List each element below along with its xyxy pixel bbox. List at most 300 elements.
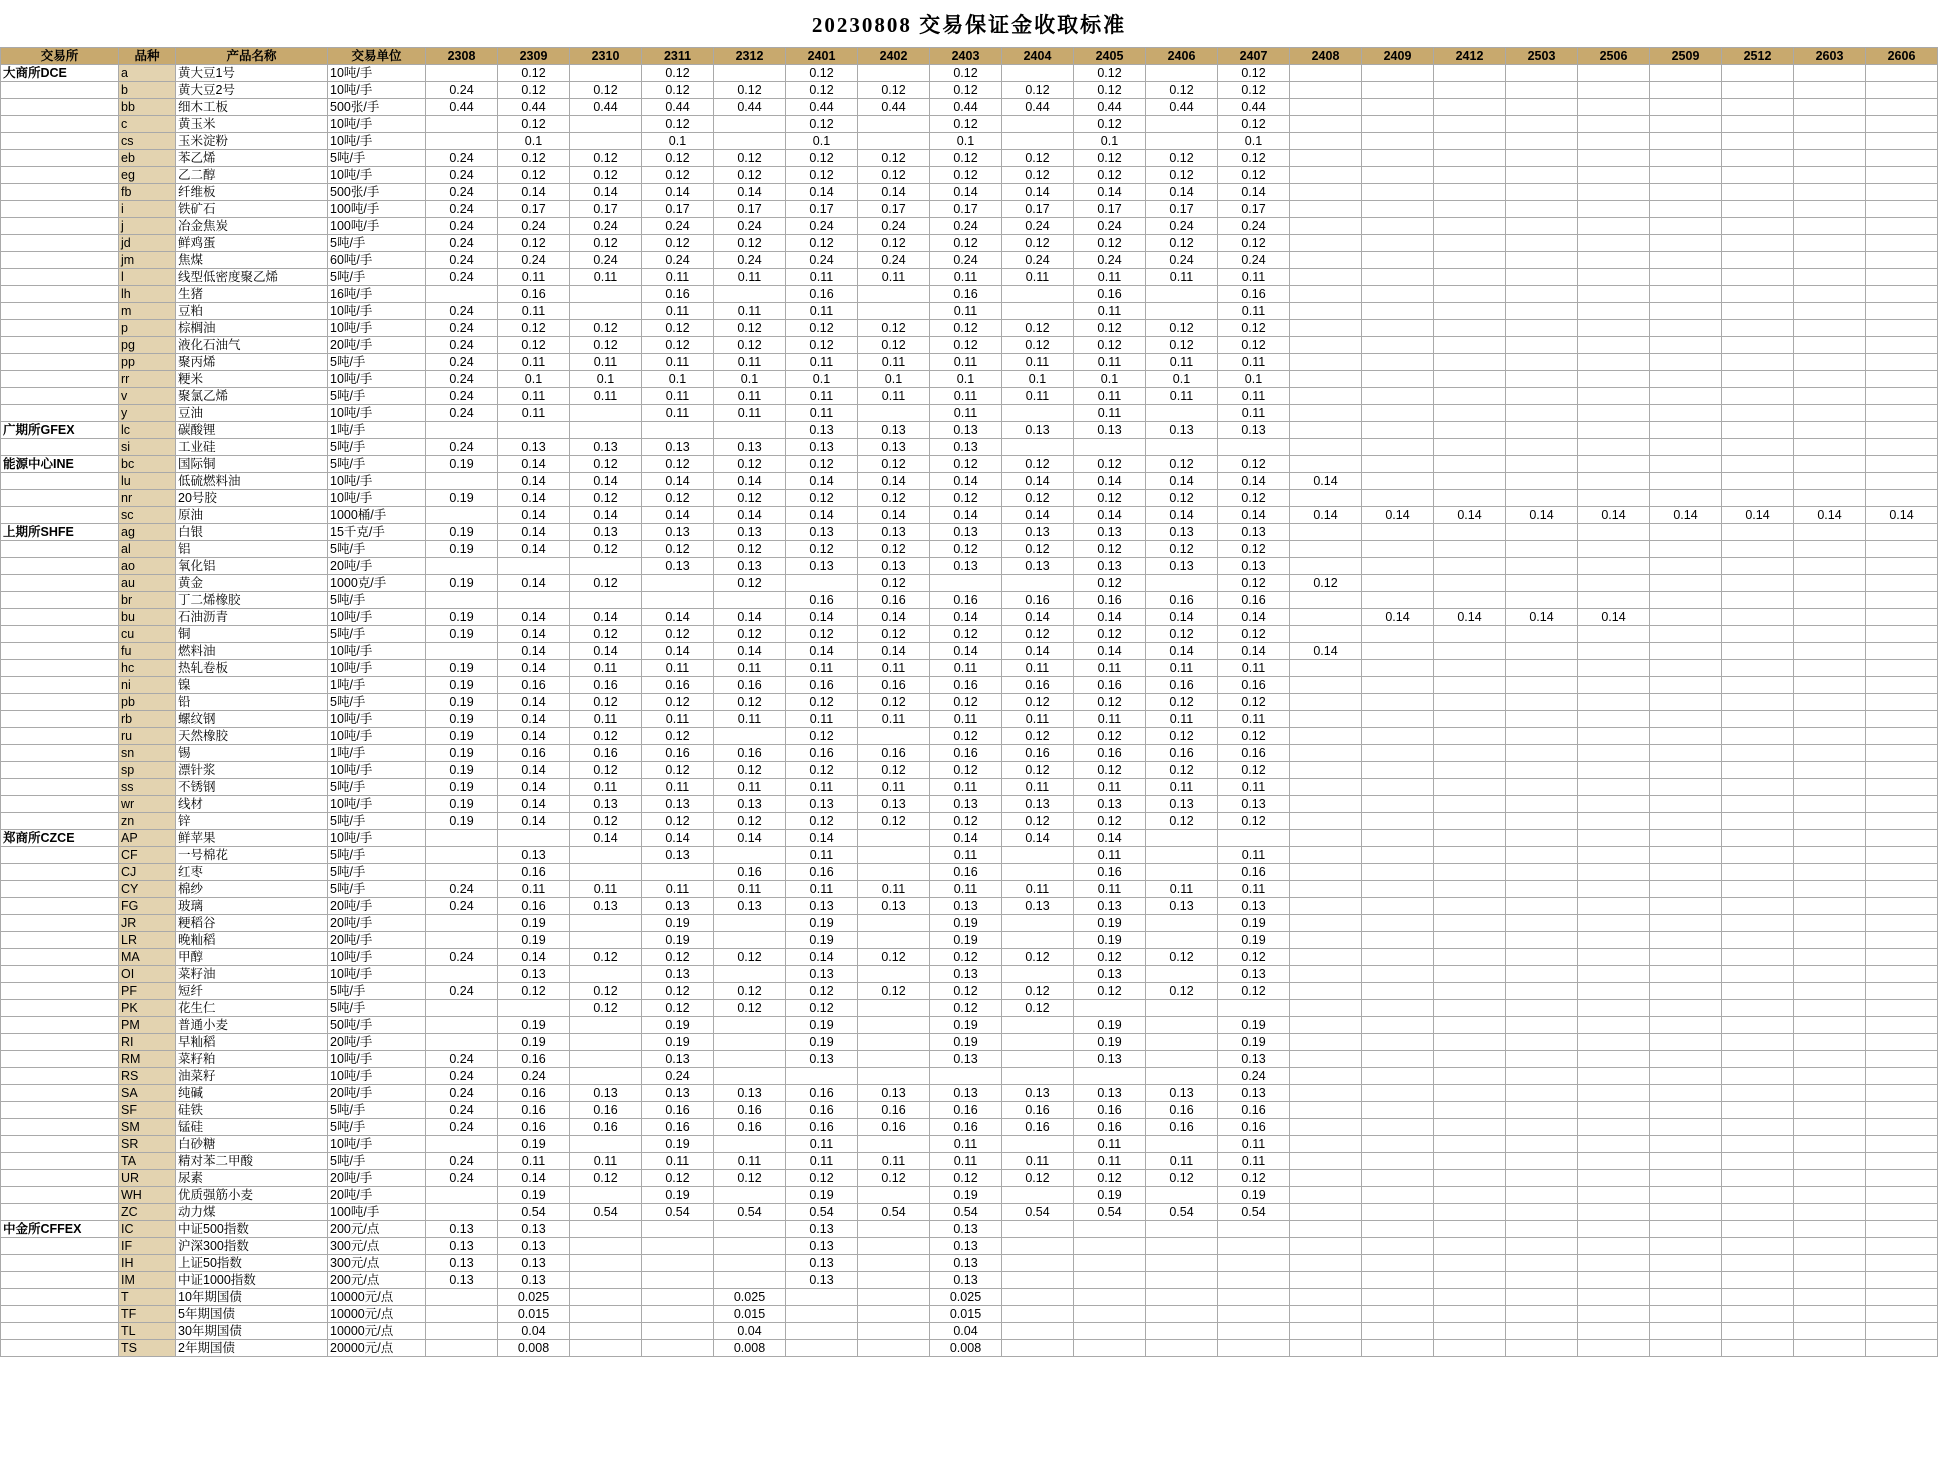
cell-margin-2509: [1650, 881, 1722, 898]
cell-margin-2409: [1362, 1221, 1434, 1238]
cell-margin-2407: 0.24: [1218, 218, 1290, 235]
cell-margin-2311: [642, 1272, 714, 1289]
cell-margin-2512: [1722, 439, 1794, 456]
cell-product-name: 粳米: [176, 371, 328, 388]
cell-margin-2506: [1578, 1323, 1650, 1340]
cell-margin-2405: 0.12: [1074, 949, 1146, 966]
cell-margin-2512: [1722, 728, 1794, 745]
cell-margin-2406: [1146, 1238, 1218, 1255]
cell-margin-2308: 0.19: [426, 779, 498, 796]
cell-margin-2312: [714, 1238, 786, 1255]
cell-margin-2309: 0.14: [498, 728, 570, 745]
cell-margin-2506: [1578, 779, 1650, 796]
cell-trading-unit: 10吨/手: [328, 490, 426, 507]
cell-margin-2402: 0.12: [858, 541, 930, 558]
cell-code: RS: [119, 1068, 176, 1085]
cell-margin-2509: [1650, 864, 1722, 881]
column-header-2603: 2603: [1794, 48, 1866, 65]
cell-exchange: [1, 1255, 119, 1272]
cell-trading-unit: 10吨/手: [328, 167, 426, 184]
cell-margin-2407: 0.11: [1218, 847, 1290, 864]
cell-margin-2503: [1506, 65, 1578, 82]
cell-margin-2403: 0.11: [930, 711, 1002, 728]
cell-margin-2403: 0.19: [930, 915, 1002, 932]
cell-margin-2606: [1866, 677, 1938, 694]
cell-margin-2308: 0.24: [426, 337, 498, 354]
cell-margin-2406: [1146, 1323, 1218, 1340]
cell-margin-2312: 0.12: [714, 949, 786, 966]
cell-margin-2401: 0.11: [786, 881, 858, 898]
cell-margin-2404: [1002, 847, 1074, 864]
table-row: [1, 694, 1938, 711]
cell-margin-2401: 0.19: [786, 1034, 858, 1051]
cell-margin-2312: [714, 1187, 786, 1204]
cell-margin-2412: [1434, 303, 1506, 320]
cell-margin-2509: [1650, 1323, 1722, 1340]
cell-margin-2402: [858, 1068, 930, 1085]
cell-margin-2312: 0.14: [714, 507, 786, 524]
cell-margin-2512: [1722, 1034, 1794, 1051]
cell-margin-2503: [1506, 660, 1578, 677]
cell-margin-2503: [1506, 830, 1578, 847]
cell-margin-2606: 0.14: [1866, 507, 1938, 524]
cell-margin-2309: 0.025: [498, 1289, 570, 1306]
table-row: [1, 82, 1938, 99]
cell-margin-2409: [1362, 201, 1434, 218]
cell-margin-2409: [1362, 1068, 1434, 1085]
cell-exchange: [1, 1034, 119, 1051]
cell-margin-2506: [1578, 1051, 1650, 1068]
cell-margin-2310: 0.12: [570, 762, 642, 779]
table-row: [1, 1017, 1938, 1034]
cell-margin-2406: [1146, 439, 1218, 456]
cell-margin-2405: 0.12: [1074, 983, 1146, 1000]
cell-margin-2404: [1002, 1340, 1074, 1357]
cell-margin-2506: [1578, 167, 1650, 184]
cell-margin-2506: [1578, 847, 1650, 864]
cell-margin-2312: [714, 932, 786, 949]
cell-margin-2503: [1506, 949, 1578, 966]
cell-margin-2312: 0.44: [714, 99, 786, 116]
cell-margin-2408: [1290, 1255, 1362, 1272]
cell-margin-2512: [1722, 1085, 1794, 1102]
cell-margin-2402: [858, 932, 930, 949]
cell-margin-2401: 0.12: [786, 490, 858, 507]
cell-margin-2409: [1362, 422, 1434, 439]
cell-margin-2412: [1434, 167, 1506, 184]
cell-margin-2406: 0.11: [1146, 881, 1218, 898]
cell-margin-2406: 0.12: [1146, 150, 1218, 167]
cell-code: lc: [119, 422, 176, 439]
table-row: [1, 728, 1938, 745]
cell-margin-2408: [1290, 779, 1362, 796]
column-header-2404: 2404: [1002, 48, 1074, 65]
cell-product-name: 黄金: [176, 575, 328, 592]
cell-margin-2311: 0.12: [642, 490, 714, 507]
cell-margin-2312: 0.11: [714, 711, 786, 728]
cell-margin-2403: 0.12: [930, 1000, 1002, 1017]
cell-margin-2409: [1362, 184, 1434, 201]
cell-exchange: [1, 252, 119, 269]
cell-margin-2405: 0.13: [1074, 898, 1146, 915]
cell-margin-2308: 0.24: [426, 1119, 498, 1136]
cell-margin-2408: [1290, 252, 1362, 269]
cell-margin-2406: [1146, 1187, 1218, 1204]
table-row: [1, 643, 1938, 660]
cell-margin-2403: 0.16: [930, 677, 1002, 694]
cell-product-name: 一号棉花: [176, 847, 328, 864]
cell-margin-2402: 0.17: [858, 201, 930, 218]
cell-margin-2509: [1650, 932, 1722, 949]
cell-margin-2412: [1434, 269, 1506, 286]
cell-margin-2402: 0.12: [858, 235, 930, 252]
cell-margin-2308: [426, 1187, 498, 1204]
cell-margin-2606: [1866, 1238, 1938, 1255]
cell-margin-2404: [1002, 1289, 1074, 1306]
cell-margin-2310: 0.11: [570, 779, 642, 796]
cell-product-name: 晚籼稻: [176, 932, 328, 949]
cell-margin-2402: 0.12: [858, 575, 930, 592]
cell-code: y: [119, 405, 176, 422]
cell-margin-2409: [1362, 1119, 1434, 1136]
cell-margin-2308: 0.24: [426, 269, 498, 286]
cell-margin-2408: [1290, 762, 1362, 779]
cell-exchange: [1, 1017, 119, 1034]
cell-trading-unit: 5吨/手: [328, 626, 426, 643]
cell-margin-2312: 0.16: [714, 864, 786, 881]
cell-margin-2412: [1434, 133, 1506, 150]
cell-margin-2312: 0.17: [714, 201, 786, 218]
cell-margin-2308: 0.13: [426, 1238, 498, 1255]
cell-code: l: [119, 269, 176, 286]
cell-exchange: [1, 354, 119, 371]
cell-margin-2408: [1290, 1119, 1362, 1136]
cell-margin-2309: 0.11: [498, 388, 570, 405]
cell-product-name: 短纤: [176, 983, 328, 1000]
cell-margin-2408: 0.14: [1290, 473, 1362, 490]
cell-margin-2401: 0.12: [786, 762, 858, 779]
cell-margin-2512: [1722, 269, 1794, 286]
cell-margin-2408: [1290, 422, 1362, 439]
cell-margin-2512: [1722, 643, 1794, 660]
cell-margin-2503: [1506, 1204, 1578, 1221]
cell-margin-2506: [1578, 1204, 1650, 1221]
cell-margin-2309: 0.14: [498, 184, 570, 201]
cell-margin-2503: [1506, 422, 1578, 439]
cell-margin-2408: [1290, 371, 1362, 388]
cell-margin-2310: [570, 65, 642, 82]
cell-margin-2310: 0.12: [570, 235, 642, 252]
cell-margin-2412: [1434, 1085, 1506, 1102]
cell-margin-2606: [1866, 813, 1938, 830]
cell-margin-2405: 0.11: [1074, 354, 1146, 371]
cell-margin-2308: 0.19: [426, 694, 498, 711]
cell-margin-2404: 0.16: [1002, 1119, 1074, 1136]
cell-margin-2405: [1074, 1272, 1146, 1289]
cell-margin-2309: 0.015: [498, 1306, 570, 1323]
cell-margin-2310: 0.12: [570, 167, 642, 184]
cell-margin-2311: 0.11: [642, 269, 714, 286]
cell-margin-2407: 0.13: [1218, 966, 1290, 983]
cell-margin-2405: 0.11: [1074, 388, 1146, 405]
cell-margin-2503: [1506, 575, 1578, 592]
cell-margin-2406: 0.17: [1146, 201, 1218, 218]
cell-margin-2402: 0.16: [858, 1102, 930, 1119]
column-header-2512: 2512: [1722, 48, 1794, 65]
cell-exchange: [1, 847, 119, 864]
cell-margin-2309: 0.12: [498, 150, 570, 167]
cell-margin-2403: 0.19: [930, 932, 1002, 949]
cell-margin-2309: 0.14: [498, 507, 570, 524]
cell-exchange: 中金所CFFEX: [1, 1221, 119, 1238]
cell-margin-2405: 0.12: [1074, 456, 1146, 473]
cell-margin-2401: 0.13: [786, 558, 858, 575]
cell-margin-2312: 0.12: [714, 82, 786, 99]
cell-margin-2309: 0.19: [498, 932, 570, 949]
cell-margin-2512: [1722, 252, 1794, 269]
cell-margin-2512: [1722, 694, 1794, 711]
cell-code: OI: [119, 966, 176, 983]
cell-margin-2509: [1650, 1102, 1722, 1119]
cell-margin-2408: [1290, 337, 1362, 354]
cell-margin-2409: [1362, 1238, 1434, 1255]
cell-margin-2606: [1866, 354, 1938, 371]
cell-margin-2606: [1866, 524, 1938, 541]
cell-margin-2408: [1290, 1306, 1362, 1323]
cell-margin-2506: [1578, 150, 1650, 167]
cell-margin-2503: [1506, 167, 1578, 184]
table-row: [1, 405, 1938, 422]
cell-margin-2403: 0.13: [930, 1238, 1002, 1255]
cell-product-name: 锌: [176, 813, 328, 830]
cell-margin-2506: [1578, 711, 1650, 728]
cell-margin-2403: 0.19: [930, 1187, 1002, 1204]
table-row: [1, 983, 1938, 1000]
table-body: [1, 65, 1938, 1357]
cell-margin-2406: [1146, 133, 1218, 150]
cell-margin-2402: [858, 1000, 930, 1017]
cell-product-name: 白银: [176, 524, 328, 541]
cell-margin-2311: 0.12: [642, 813, 714, 830]
cell-margin-2401: 0.11: [786, 1136, 858, 1153]
cell-margin-2503: [1506, 881, 1578, 898]
cell-code: sn: [119, 745, 176, 762]
cell-margin-2412: [1434, 1017, 1506, 1034]
cell-margin-2408: 0.14: [1290, 507, 1362, 524]
cell-margin-2606: [1866, 150, 1938, 167]
cell-margin-2312: [714, 133, 786, 150]
cell-margin-2603: [1794, 1170, 1866, 1187]
cell-margin-2407: 0.17: [1218, 201, 1290, 218]
cell-margin-2408: [1290, 847, 1362, 864]
cell-margin-2503: [1506, 82, 1578, 99]
cell-code: MA: [119, 949, 176, 966]
cell-margin-2512: [1722, 864, 1794, 881]
cell-margin-2311: 0.12: [642, 949, 714, 966]
cell-margin-2412: [1434, 1289, 1506, 1306]
cell-margin-2606: [1866, 745, 1938, 762]
cell-margin-2308: [426, 116, 498, 133]
cell-margin-2509: [1650, 609, 1722, 626]
cell-margin-2401: 0.16: [786, 677, 858, 694]
cell-margin-2401: [786, 575, 858, 592]
cell-margin-2404: 0.12: [1002, 456, 1074, 473]
cell-margin-2403: 0.025: [930, 1289, 1002, 1306]
cell-margin-2406: 0.12: [1146, 456, 1218, 473]
cell-margin-2405: 0.13: [1074, 524, 1146, 541]
cell-margin-2401: 0.13: [786, 422, 858, 439]
table-row: [1, 1204, 1938, 1221]
cell-margin-2509: [1650, 286, 1722, 303]
table-row: [1, 490, 1938, 507]
column-header-2402: 2402: [858, 48, 930, 65]
cell-margin-2404: 0.12: [1002, 983, 1074, 1000]
cell-margin-2509: [1650, 201, 1722, 218]
cell-margin-2606: [1866, 1085, 1938, 1102]
cell-margin-2503: 0.14: [1506, 507, 1578, 524]
cell-margin-2405: 0.13: [1074, 558, 1146, 575]
cell-margin-2408: [1290, 167, 1362, 184]
cell-code: rr: [119, 371, 176, 388]
cell-margin-2404: 0.12: [1002, 694, 1074, 711]
cell-margin-2606: [1866, 320, 1938, 337]
table-row: [1, 677, 1938, 694]
cell-margin-2310: 0.13: [570, 796, 642, 813]
cell-margin-2509: [1650, 116, 1722, 133]
cell-margin-2408: [1290, 813, 1362, 830]
cell-margin-2402: 0.12: [858, 456, 930, 473]
cell-margin-2403: 0.11: [930, 405, 1002, 422]
cell-margin-2509: [1650, 405, 1722, 422]
cell-margin-2310: 0.11: [570, 354, 642, 371]
cell-margin-2401: 0.1: [786, 371, 858, 388]
cell-margin-2606: [1866, 864, 1938, 881]
cell-margin-2405: 0.12: [1074, 762, 1146, 779]
cell-margin-2309: 0.16: [498, 1085, 570, 1102]
cell-trading-unit: 10吨/手: [328, 609, 426, 626]
cell-margin-2312: 0.1: [714, 371, 786, 388]
cell-margin-2308: 0.13: [426, 1221, 498, 1238]
cell-product-name: 2年期国债: [176, 1340, 328, 1357]
cell-margin-2404: [1002, 1323, 1074, 1340]
cell-margin-2406: [1146, 575, 1218, 592]
cell-margin-2405: 0.13: [1074, 422, 1146, 439]
cell-margin-2404: [1002, 439, 1074, 456]
cell-exchange: [1, 1119, 119, 1136]
table-row: [1, 592, 1938, 609]
cell-product-name: 焦煤: [176, 252, 328, 269]
cell-margin-2409: [1362, 354, 1434, 371]
cell-margin-2509: [1650, 354, 1722, 371]
cell-margin-2308: [426, 1340, 498, 1357]
cell-code: au: [119, 575, 176, 592]
cell-margin-2506: [1578, 201, 1650, 218]
cell-margin-2406: [1146, 1034, 1218, 1051]
cell-margin-2512: [1722, 371, 1794, 388]
cell-exchange: [1, 388, 119, 405]
table-row: [1, 915, 1938, 932]
cell-margin-2408: [1290, 745, 1362, 762]
table-row: [1, 1153, 1938, 1170]
cell-margin-2412: [1434, 524, 1506, 541]
cell-code: ru: [119, 728, 176, 745]
cell-margin-2606: [1866, 1051, 1938, 1068]
cell-margin-2309: 0.14: [498, 762, 570, 779]
cell-margin-2606: [1866, 1187, 1938, 1204]
cell-margin-2312: [714, 966, 786, 983]
cell-margin-2512: [1722, 1051, 1794, 1068]
cell-margin-2503: [1506, 1068, 1578, 1085]
cell-margin-2512: [1722, 711, 1794, 728]
cell-margin-2606: [1866, 779, 1938, 796]
cell-margin-2603: [1794, 1255, 1866, 1272]
cell-margin-2512: [1722, 524, 1794, 541]
cell-margin-2402: [858, 1221, 930, 1238]
cell-margin-2312: [714, 1068, 786, 1085]
cell-margin-2407: 0.12: [1218, 167, 1290, 184]
cell-margin-2310: 0.13: [570, 524, 642, 541]
table-row: [1, 898, 1938, 915]
cell-margin-2404: 0.12: [1002, 167, 1074, 184]
cell-margin-2606: [1866, 915, 1938, 932]
cell-margin-2503: [1506, 864, 1578, 881]
cell-product-name: 线材: [176, 796, 328, 813]
cell-margin-2509: [1650, 1289, 1722, 1306]
cell-margin-2312: [714, 728, 786, 745]
column-header-2412: 2412: [1434, 48, 1506, 65]
cell-margin-2512: [1722, 490, 1794, 507]
cell-margin-2407: [1218, 1289, 1290, 1306]
cell-margin-2405: 0.17: [1074, 201, 1146, 218]
cell-margin-2408: [1290, 456, 1362, 473]
cell-margin-2606: [1866, 1221, 1938, 1238]
cell-margin-2409: [1362, 898, 1434, 915]
cell-margin-2401: 0.12: [786, 983, 858, 1000]
cell-margin-2603: [1794, 541, 1866, 558]
cell-margin-2406: 0.11: [1146, 711, 1218, 728]
cell-margin-2409: [1362, 82, 1434, 99]
cell-code: a: [119, 65, 176, 82]
cell-product-name: 黄大豆2号: [176, 82, 328, 99]
cell-margin-2406: [1146, 830, 1218, 847]
table-row: [1, 1119, 1938, 1136]
cell-margin-2311: [642, 1289, 714, 1306]
cell-margin-2401: 0.14: [786, 830, 858, 847]
cell-code: SM: [119, 1119, 176, 1136]
cell-margin-2405: 0.12: [1074, 82, 1146, 99]
cell-margin-2401: 0.14: [786, 507, 858, 524]
cell-margin-2308: 0.19: [426, 609, 498, 626]
cell-margin-2311: 0.24: [642, 1068, 714, 1085]
cell-margin-2506: [1578, 898, 1650, 915]
cell-margin-2503: [1506, 405, 1578, 422]
table-row: [1, 337, 1938, 354]
cell-margin-2409: [1362, 1034, 1434, 1051]
cell-margin-2409: [1362, 456, 1434, 473]
cell-margin-2403: 0.1: [930, 371, 1002, 388]
cell-exchange: [1, 1000, 119, 1017]
cell-margin-2512: [1722, 422, 1794, 439]
cell-margin-2309: 0.11: [498, 881, 570, 898]
cell-margin-2404: [1002, 575, 1074, 592]
cell-code: CJ: [119, 864, 176, 881]
cell-margin-2408: [1290, 1068, 1362, 1085]
cell-product-name: 10年期国债: [176, 1289, 328, 1306]
cell-margin-2402: [858, 65, 930, 82]
cell-margin-2405: 0.13: [1074, 966, 1146, 983]
cell-margin-2503: [1506, 456, 1578, 473]
cell-trading-unit: 5吨/手: [328, 1153, 426, 1170]
